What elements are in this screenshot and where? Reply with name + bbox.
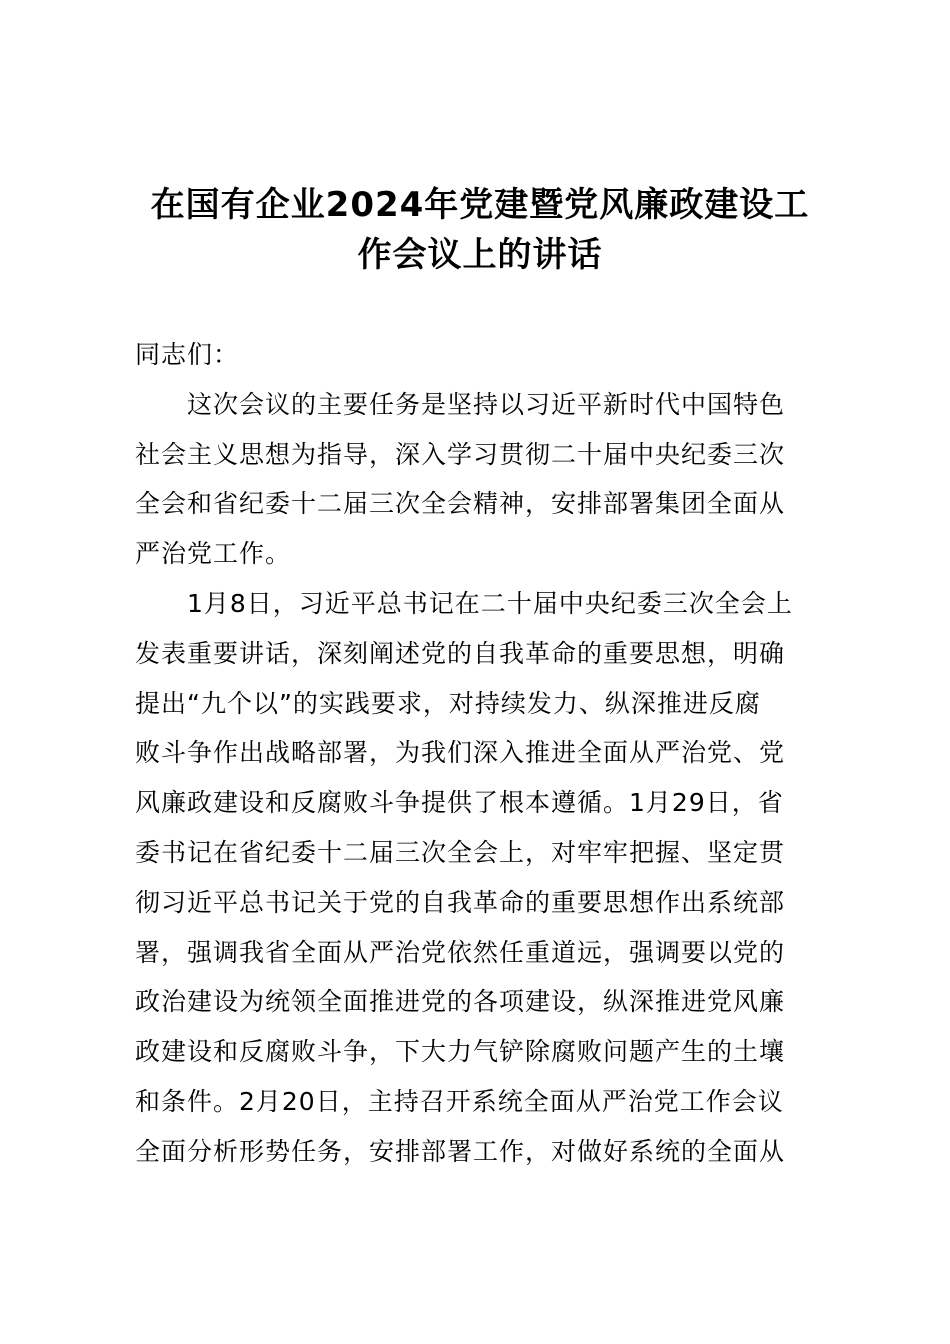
- title-line: 在国有企业2024年党建暨党风廉政建设工: [150, 185, 810, 225]
- paragraph-line: 政建设和反腐败斗争，下大力气铲除腐败问题产生的土壤: [135, 1037, 786, 1067]
- paragraph-line: 1月8日，习近平总书记在二十届中央纪委三次全会上: [187, 588, 793, 618]
- paragraph-line: 发表重要讲话，深刻阐述党的自我革命的重要思想，明确: [135, 638, 786, 668]
- page-title: [120, 180, 840, 280]
- paragraph-line: 这次会议的主要任务是坚持以习近平新时代中国特色: [187, 389, 786, 419]
- paragraph-line: 彻习近平总书记关于党的自我革命的重要思想作出系统部: [135, 887, 786, 917]
- paragraph-line: 社会主义思想为指导，深入学习贯彻二十届中央纪委三次: [135, 439, 786, 469]
- paragraph-line: 委书记在省纪委十二届三次全会上，对牢牢把握、坚定贯: [135, 837, 786, 867]
- title-line: 作会议上的讲话: [357, 235, 603, 275]
- paragraph-line: 败斗争作出战略部署，为我们深入推进全面从严治党、党: [135, 738, 786, 768]
- paragraph-line: 提出“九个以”的实践要求，对持续发力、纵深推进反腐: [135, 688, 761, 718]
- paragraph-line: 和条件。2月20日，主持召开系统全面从严治党工作会议: [135, 1086, 784, 1116]
- paragraph-line: 署，强调我省全面从严治党依然任重道远，强调要以党的: [135, 937, 786, 967]
- document-body: [135, 330, 835, 1177]
- paragraph-line: 全面分析形势任务，安排部署工作，对做好系统的全面从: [135, 1136, 786, 1166]
- paragraph-line: 政治建设为统领全面推进党的各项建设，纵深推进党风廉: [135, 987, 786, 1017]
- paragraph-line: 全会和省纪委十二届三次全会精神，安排部署集团全面从: [135, 489, 786, 519]
- paragraph-line: 严治党工作。: [135, 539, 292, 569]
- salutation: 同志们：: [135, 340, 240, 369]
- paragraph-line: 风廉政建设和反腐败斗争提供了根本遵循。1月29日，省: [135, 788, 784, 818]
